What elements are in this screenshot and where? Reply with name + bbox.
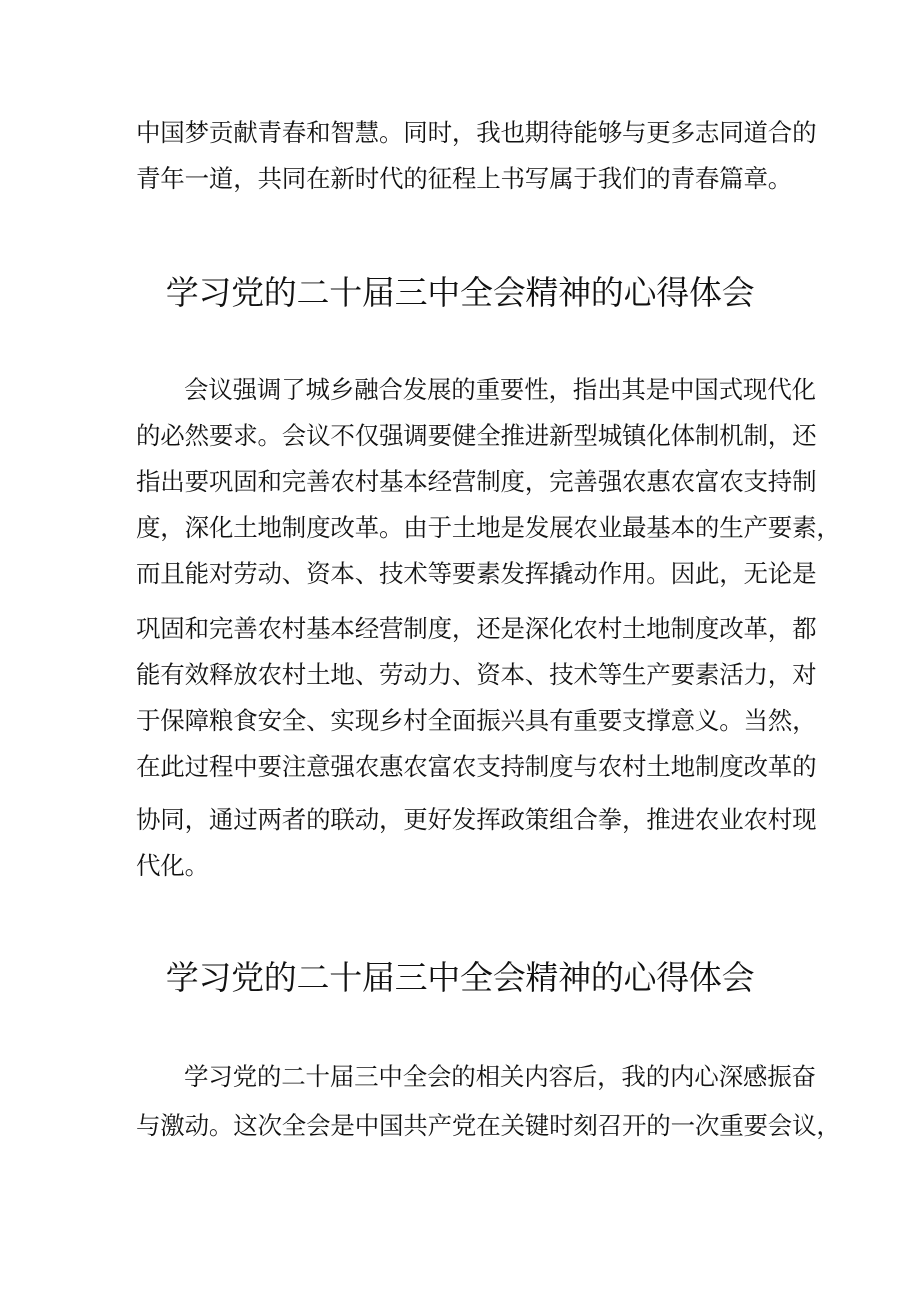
section-1-line-8: 于保障粮食安全、实现乡村全面振兴具有重要支撑意义。当然，	[136, 706, 817, 735]
section-1-line-6: 巩固和完善农村基本经营制度，还是深化农村土地制度改革，都	[136, 614, 817, 643]
section-2-title: 学习党的二十届三中全会精神的心得体会	[165, 958, 755, 997]
section-1-line-1: 会议强调了城乡融合发展的重要性，指出其是中国式现代化	[184, 375, 816, 404]
section-1-line-10: 协同，通过两者的联动，更好发挥政策组合拳，推进农业农村现	[136, 805, 817, 834]
section-2-line-1: 学习党的二十届三中全会的相关内容后，我的内心深感振奋	[184, 1062, 816, 1091]
section-1-title: 学习党的二十届三中全会精神的心得体会	[165, 273, 755, 312]
section-1-line-4: 度，深化土地制度改革。由于土地是发展农业最基本的生产要素，	[136, 513, 841, 542]
section-1-line-2: 的必然要求。会议不仅强调要健全推进新型城镇化体制机制，还	[136, 421, 817, 450]
intro-line-2: 青年一道，共同在新时代的征程上书写属于我们的青春篇章。	[136, 164, 793, 193]
section-2-line-2: 与激动。这次全会是中国共产党在关键时刻召开的一次重要会议，	[136, 1111, 841, 1140]
section-1-line-5: 而且能对劳动、资本、技术等要素发挥撬动作用。因此，无论是	[136, 559, 817, 588]
intro-line-1: 中国梦贡献青春和智慧。同时，我也期待能够与更多志同道合的	[136, 118, 817, 147]
section-1-line-9: 在此过程中要注意强农惠农富农支持制度与农村土地制度改革的	[136, 752, 817, 781]
section-1-line-3: 指出要巩固和完善农村基本经营制度，完善强农惠农富农支持制	[136, 467, 817, 496]
section-1-line-7: 能有效释放农村土地、劳动力、资本、技术等生产要素活力，对	[136, 660, 817, 689]
section-1-line-11: 代化。	[136, 851, 209, 880]
